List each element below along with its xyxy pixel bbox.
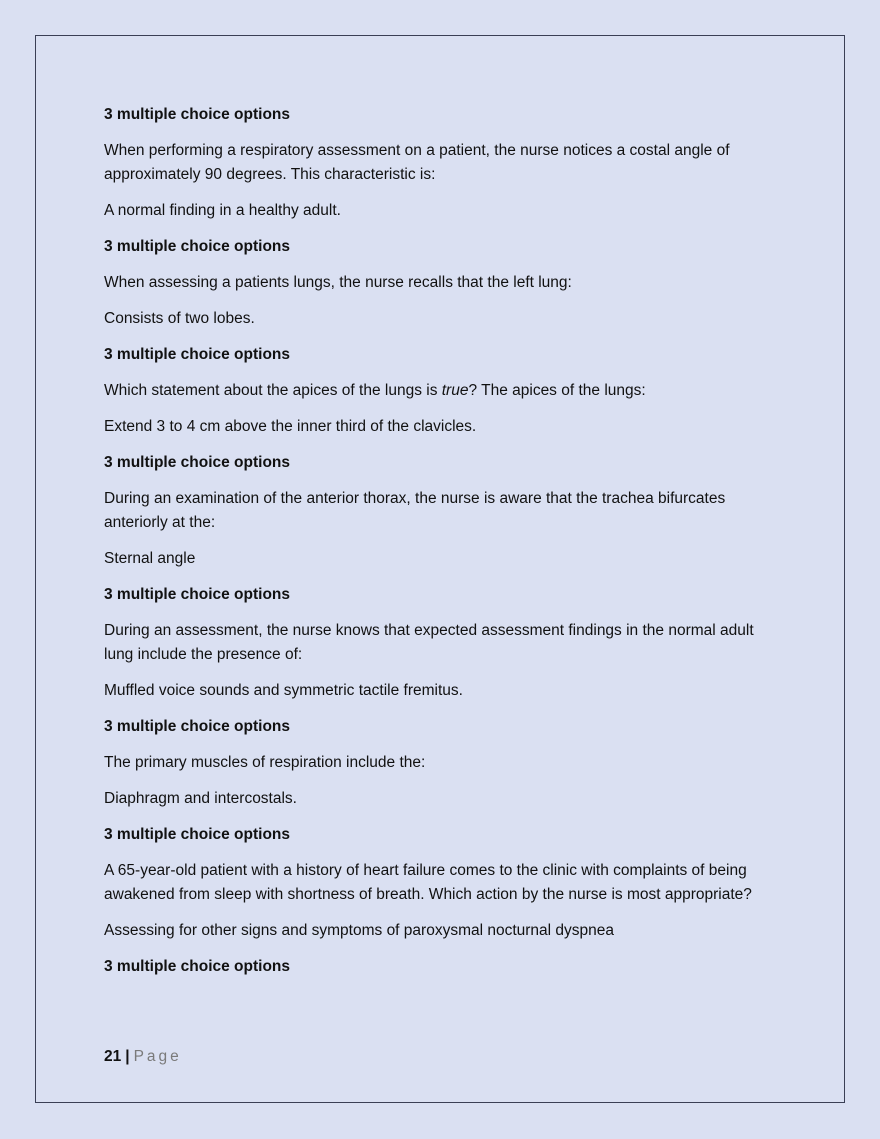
question-heading: 3 multiple choice options [104,718,291,735]
answer-text: Assessing for other signs and symptoms of paroxysmal nocturnal dyspnea [104,922,615,939]
question-heading: 3 multiple choice options [104,346,291,363]
question-text: When assessing a patients lungs, the nurse recalls that the left lung: [104,274,572,291]
answer-text: Extend 3 to 4 cm above the inner third of the clavicles. [104,418,477,435]
question-heading: 3 multiple choice options [104,826,291,843]
question-heading: 3 multiple choice options [104,238,291,255]
answer-text: A normal finding in a healthy adult. [104,202,341,219]
question-text-part: ? The apices of the lungs: [468,382,646,399]
document-content [104,103,784,991]
question-text: During an examination of the anterior thorax, the nurse is aware that the trachea bifurcates anteriorly at the: [104,490,726,531]
footer-separator: | [125,1048,130,1065]
question-heading: 3 multiple choice options [104,106,291,123]
question-text: During an assessment, the nurse knows that expected assessment findings in the normal adult lung include the presence of: [104,622,754,663]
question-text: When performing a respiratory assessment on a patient, the nurse notices a costal angle of approximately 90 degrees. This characteristic is: [104,142,730,183]
question-text [104,379,784,403]
question-text-part: Which statement about the apices of the lungs is [104,382,442,399]
question-heading: 3 multiple choice options [104,586,291,603]
answer-text: Sternal angle [104,550,196,567]
question-heading: 3 multiple choice options [104,454,291,471]
question-text: A 65-year-old patient with a history of heart failure comes to the clinic with complaints of being awakened from sleep with shortness of breath. Which action by the nurse is most appropriate? [104,862,752,903]
answer-text: Consists of two lobes. [104,310,255,327]
question-text: The primary muscles of respiration include the: [104,754,426,771]
page-number: 21 [104,1048,122,1065]
question-emphasis: true [441,382,469,399]
question-heading: 3 multiple choice options [104,958,291,975]
answer-text: Diaphragm and intercostals. [104,790,297,807]
answer-text: Muffled voice sounds and symmetric tactile fremitus. [104,682,463,699]
page-label: Page [133,1048,182,1065]
page-footer [104,1045,182,1069]
